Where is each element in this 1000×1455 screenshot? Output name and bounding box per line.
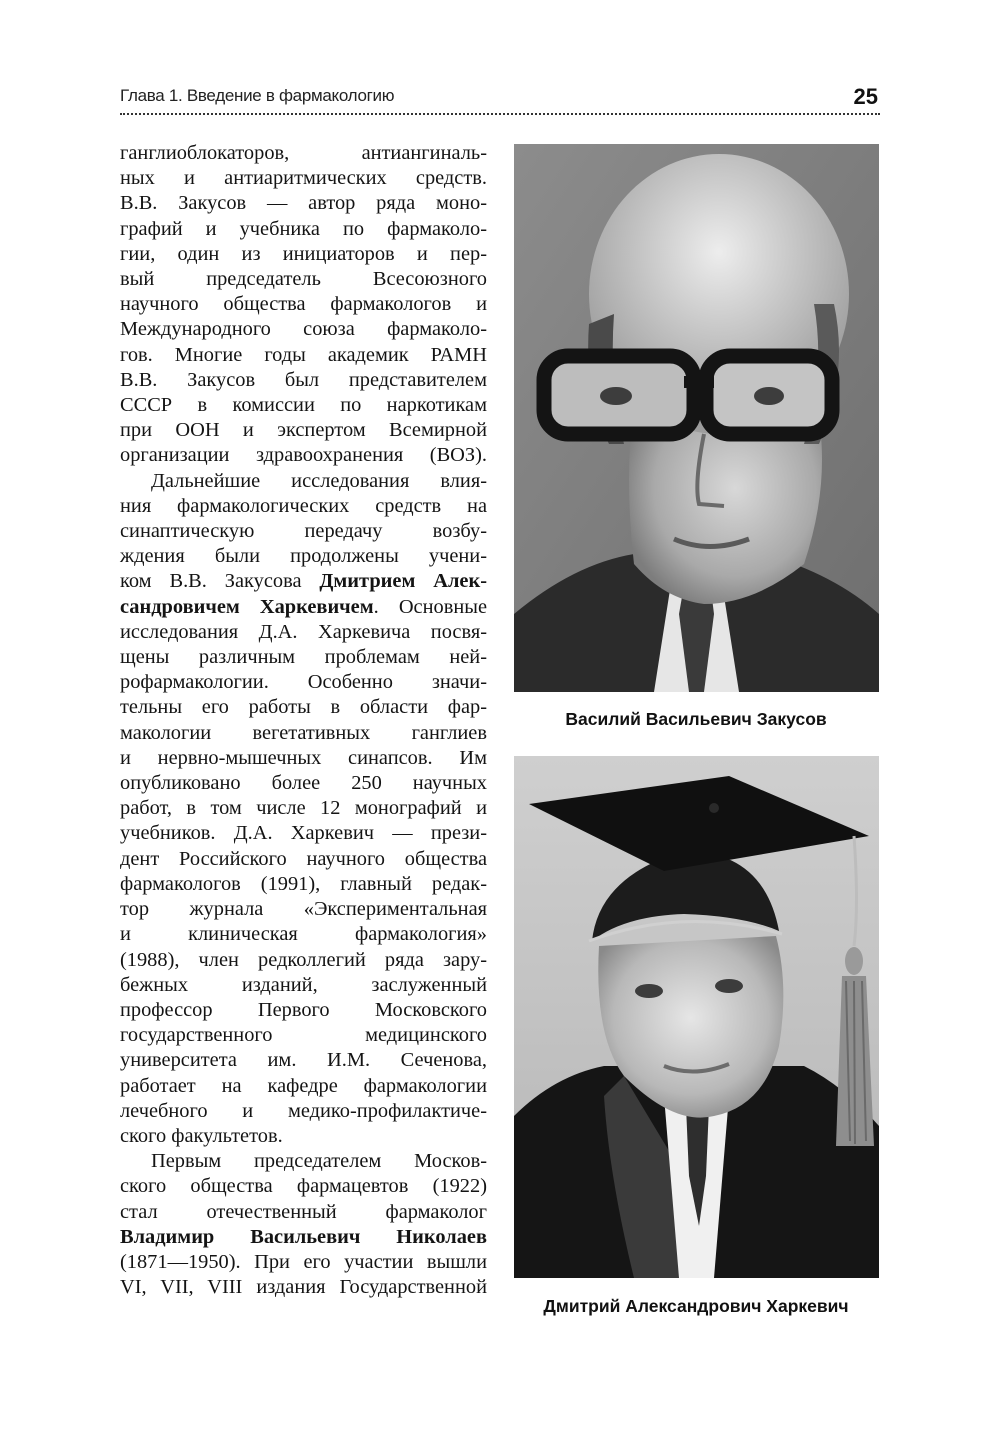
text-line: тор журнала «Экспериментальная	[120, 898, 487, 921]
text-line: ных и антиаритмических средств.	[120, 167, 487, 190]
portrait-photo-zakusov	[514, 144, 879, 692]
text-line	[120, 569, 487, 594]
text-line: синаптическую передачу возбу-	[120, 520, 487, 543]
text-line: дент Российского научного общества	[120, 847, 487, 870]
text-line: гии, один из инициаторов и пер-	[120, 242, 487, 265]
text-line: (1988), член редколлегий ряда зару-	[120, 948, 487, 971]
paragraph-1	[120, 141, 487, 469]
text-line	[120, 595, 487, 620]
bold-name: сандровичем Харкевичем	[120, 595, 374, 618]
text-line: работает на кафедре фармакологии	[120, 1074, 487, 1097]
text-line: и нервно-мышечных синапсов. Им	[120, 746, 487, 769]
bold-name: Дмитрием Алек-	[319, 570, 487, 593]
text-line: Дальнейшие исследования влия-	[151, 469, 487, 492]
text-line: научного общества фармакологов и	[120, 293, 487, 316]
header-dotted-rule	[120, 113, 880, 115]
text-line: гов. Многие годы академик РАМН	[120, 343, 487, 366]
text-line: организации здравоохранения (ВОЗ).	[120, 444, 487, 467]
text-line: фармакологов (1991), главный редак-	[120, 872, 487, 895]
text-line: лечебного и медико-профилактиче-	[120, 1099, 487, 1122]
text-line: (1871—1950). При его участии вышли	[120, 1250, 487, 1273]
paragraph-3	[120, 1149, 487, 1300]
text-line: университета им. И.М. Сеченова,	[120, 1049, 487, 1072]
paragraph-2	[120, 469, 487, 1149]
text-line: VI, VII, VIII издания Государственной	[120, 1276, 487, 1299]
text-line: ганглиоблокаторов, антиангиналь-	[120, 142, 487, 164]
text-line: при ООН и экспертом Всемирной	[120, 419, 487, 442]
text-line: ния фармакологических средств на	[120, 494, 487, 517]
text-line: ждения были продолжены учени-	[120, 545, 487, 568]
text-line: исследования Д.А. Харкевича посвя-	[120, 620, 487, 643]
text-line: СССР в комиссии по наркотикам	[120, 394, 487, 417]
text-line: работ, в том числе 12 монографий и	[120, 797, 487, 820]
photo-caption: Дмитрий Александрович Харкевич	[543, 1296, 849, 1316]
text-line: рофармакологии. Особенно значи-	[120, 671, 487, 694]
text-line: и клиническая фармакология»	[120, 923, 487, 946]
body-text-column	[120, 141, 487, 1300]
text-line: бежных изданий, заслуженный	[120, 973, 487, 996]
text-span: . Основные	[373, 595, 488, 618]
text-line: щены различным проблемам ней-	[120, 646, 487, 669]
portrait-illustration	[514, 756, 879, 1278]
text-line: графий и учебника по фармаколо-	[120, 217, 487, 240]
portrait-illustration	[514, 144, 879, 692]
text-line: Первым председателем Москов-	[151, 1150, 487, 1173]
text-line: государственного медицинского	[120, 1024, 487, 1047]
running-header	[120, 86, 880, 118]
text-span: ком В.В. Закусова	[120, 570, 320, 593]
text-line: ского факультетов.	[120, 1124, 283, 1147]
text-line: В.В. Закусов — автор ряда моно-	[120, 192, 487, 215]
text-line: опубликовано более 250 научных	[120, 772, 487, 795]
page-number: 25	[853, 84, 878, 109]
text-line: В.В. Закусов был представителем	[120, 368, 487, 391]
text-line: тельны его работы в области фар-	[120, 696, 487, 719]
text-line: стал отечественный фармаколог	[120, 1200, 487, 1223]
text-line: профессор Первого Московского	[120, 998, 487, 1021]
text-line: учебников. Д.А. Харкевич — прези-	[120, 822, 487, 845]
portrait-photo-kharkevich	[514, 756, 879, 1278]
bold-name: Владимир Васильевич Николаев	[120, 1225, 487, 1248]
photo-caption: Василий Васильевич Закусов	[565, 709, 827, 729]
text-line: Международного союза фармаколо-	[120, 318, 487, 341]
chapter-title: Глава 1. Введение в фармакологию	[120, 86, 395, 105]
text-line: вый председатель Всесоюзного	[120, 268, 487, 291]
text-line: ского общества фармацевтов (1922)	[120, 1175, 487, 1198]
text-line: макологии вегетативных ганглиев	[120, 721, 487, 744]
text-line	[120, 1225, 487, 1250]
